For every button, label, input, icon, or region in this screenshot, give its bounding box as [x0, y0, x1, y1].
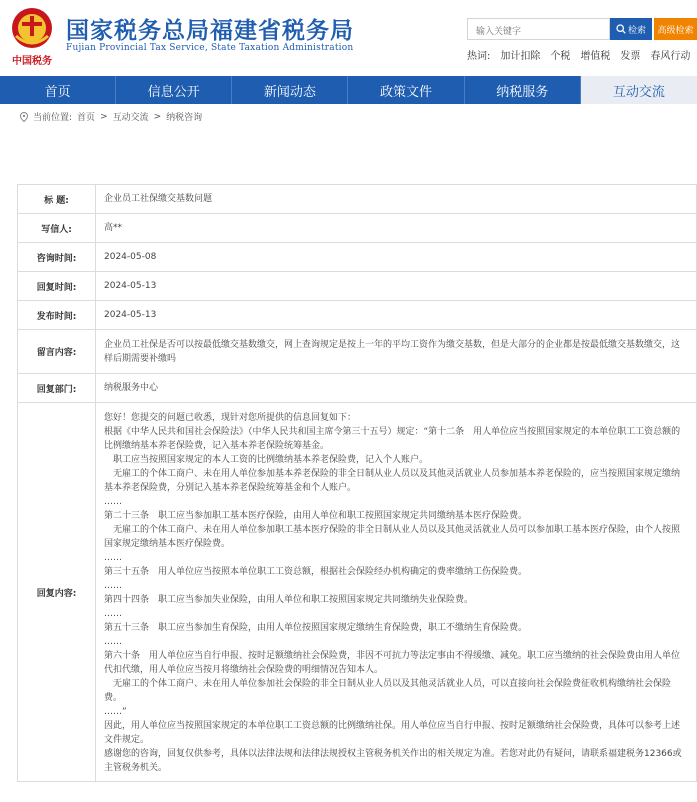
table-row: [18, 403, 697, 782]
table-row: [18, 374, 697, 403]
message-label: 留言内容:: [18, 330, 96, 374]
consultation-detail-table: [17, 184, 697, 782]
writer-label: 写信人:: [18, 214, 96, 243]
hot-words-label: 热词:: [467, 51, 491, 62]
table-row: [18, 330, 697, 374]
emblem-caption: 中国税务: [12, 56, 52, 67]
tax-emblem-icon: [8, 6, 56, 68]
nav-item-policy[interactable]: 政策文件: [348, 76, 464, 104]
location-pin-icon: [20, 112, 28, 122]
nav-item-home[interactable]: 首页: [0, 76, 116, 104]
nav-item-info-disclosure[interactable]: 信息公开: [116, 76, 232, 104]
reply-paragraph: ……: [104, 581, 122, 591]
search-icon: [616, 24, 626, 34]
publish-time-label: 发布时间:: [18, 301, 96, 330]
nav-item-interaction[interactable]: 互动交流: [581, 76, 697, 104]
advanced-search-button[interactable]: 高级检索: [654, 18, 697, 40]
breadcrumb-interaction[interactable]: 互动交流: [112, 113, 149, 123]
writer-value: 高**: [96, 214, 697, 243]
breadcrumb-tax-consult[interactable]: 纳税咨询: [166, 113, 203, 123]
reply-paragraph: ……: [104, 553, 122, 563]
reply-paragraph: 第六十条 用人单位应当自行申报、按时足额缴纳社会保险费，非因不可抗力等法定事由不得缓缴、减免。职工应当缴纳的社会保险费由用人单位代扣代缴，用人单位应当按月将缴纳社会保险费的明细情况告知本人。: [104, 651, 681, 675]
reply-paragraph: 感谢您的咨询，回复仅供参考，具体以法律法规和法律法规授权主管税务机关作出的相关规定为准。若您对此仍有疑问，请联系福建税务12366或主管税务机关。: [104, 749, 682, 773]
search-input[interactable]: [468, 22, 609, 42]
nav-item-news[interactable]: 新闻动态: [232, 76, 348, 104]
reply-paragraph: ……: [104, 609, 122, 619]
reply-paragraph: 无雇工的个体工商户、未在用人单位参加职工基本医疗保险的非全日制从业人员以及其他灵活就业人员可以参加职工基本医疗保险，由个人按照国家规定缴纳基本医疗保险费。: [104, 525, 681, 549]
nav-item-tax-service[interactable]: 纳税服务: [465, 76, 581, 104]
title-value: 企业员工社保缴交基数问题: [96, 185, 697, 214]
reply-paragraph: ……: [104, 497, 122, 507]
reply-paragraph: ……: [104, 637, 122, 647]
breadcrumb-separator: >: [153, 111, 162, 122]
reply-paragraph: 职工应当按照国家规定的本人工资的比例缴纳基本养老保险费，记入个人账户。: [104, 455, 429, 465]
dept-label: 回复部门:: [18, 374, 96, 403]
reply-paragraph: 因此，用人单位应当按照国家规定的本单位职工工资总额的比例缴纳社保。用人单位应当自行申报、按时足额缴纳社会保险费，具体可以参考上述文件规定。: [104, 721, 681, 745]
site-subtitle: Fujian Provincial Tax Service, State Taxation Administration: [66, 43, 354, 53]
breadcrumb: [20, 110, 202, 123]
site-header: [0, 0, 697, 76]
hot-words: [467, 47, 690, 62]
search-button-label: 检索: [627, 25, 646, 36]
reply-paragraph: ……”: [104, 707, 127, 717]
reply-label: 回复内容:: [18, 403, 96, 782]
publish-time-value: 2024-05-13: [96, 301, 697, 330]
reply-paragraph: 无雇工的个体工商户、未在用人单位参加基本养老保险的非全日制从业人员以及其他灵活就业人员参加基本养老保险的，应当按照国家规定缴纳基本养老保险费，分别记入基本养老保险统筹基金和个人账户。: [104, 469, 681, 493]
table-row: [18, 301, 697, 330]
reply-paragraph: 第四十四条 职工应当参加失业保险，由用人单位和职工按照国家规定共同缴纳失业保险费。: [104, 595, 474, 605]
table-row: [18, 214, 697, 243]
hot-word[interactable]: 个税: [550, 51, 571, 62]
reply-paragraph: 您好！您提交的问题已收悉，现针对您所提供的信息回复如下：: [104, 413, 357, 423]
breadcrumb-separator: >: [100, 111, 108, 122]
breadcrumb-prefix: 当前位置:: [33, 113, 73, 123]
table-row: [18, 185, 697, 214]
main-nav: [0, 76, 697, 104]
reply-time-value: 2024-05-13: [96, 272, 697, 301]
reply-paragraph: 第二十三条 职工应当参加职工基本医疗保险，由用人单位和职工按照国家规定共同缴纳基本医疗保险费。: [104, 511, 528, 521]
reply-paragraph: 第三十五条 用人单位应当按照本单位职工工资总额，根据社会保险经办机构确定的费率缴纳工伤保险费。: [104, 567, 528, 577]
search-button[interactable]: [610, 18, 652, 40]
hot-word[interactable]: 发票: [620, 51, 641, 62]
ask-time-label: 咨询时间:: [18, 243, 96, 272]
title-label: 标 题:: [18, 185, 96, 214]
reply-content: [96, 403, 697, 782]
table-row: [18, 243, 697, 272]
table-row: [18, 272, 697, 301]
site-title[interactable]: 国家税务总局福建省税务局: [66, 18, 354, 44]
reply-paragraph: 第五十三条 职工应当参加生育保险，由用人单位按照国家规定缴纳生育保险费，职工不缴纳生育保险费。: [104, 623, 528, 633]
reply-time-label: 回复时间:: [18, 272, 96, 301]
reply-paragraph: 根据《中华人民共和国社会保险法》（中华人民共和国主席令第三十五号）规定：“第十二条 用人单位应当按照国家规定的本单位职工工资总额的比例缴纳基本养老保险费，记入基本养老保险统筹基金。: [104, 427, 681, 451]
hot-word[interactable]: 春风行动: [650, 51, 691, 62]
dept-value: 纳税服务中心: [96, 374, 697, 403]
message-value: 企业员工社保是否可以按最低缴交基数缴交，网上查询规定是按上一年的平均工资作为缴交基数，但是大部分的企业都是按最低缴交基数缴交，这样后期需要补缴吗: [96, 330, 697, 374]
reply-paragraph: 无雇工的个体工商户、未在用人单位参加社会保险的非全日制从业人员以及其他灵活就业人员，可以直接向社会保险费征收机构缴纳社会保险费。: [104, 679, 672, 703]
search-box[interactable]: [467, 18, 610, 40]
ask-time-value: 2024-05-08: [96, 243, 697, 272]
breadcrumb-home[interactable]: 首页: [77, 113, 96, 123]
hot-word[interactable]: 增值税: [580, 51, 611, 62]
hot-word[interactable]: 加计扣除: [500, 51, 541, 62]
